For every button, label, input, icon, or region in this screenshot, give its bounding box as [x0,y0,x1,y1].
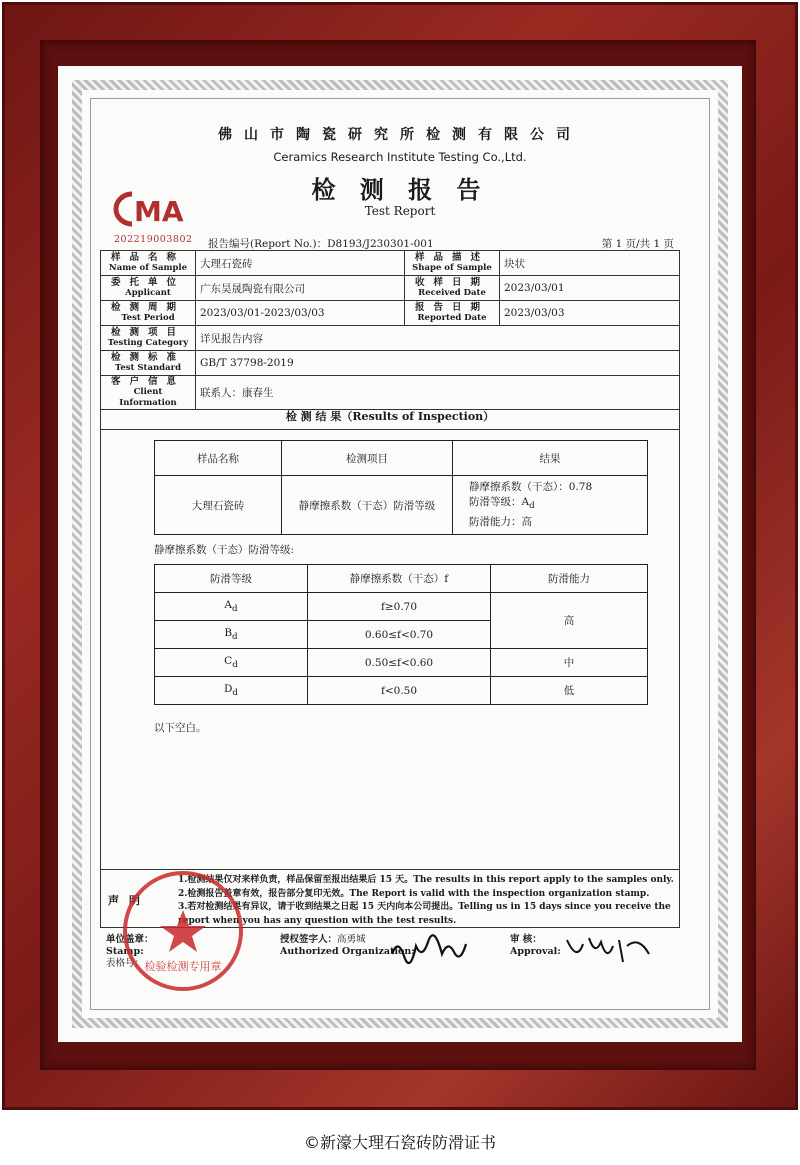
grade-d: $D_d$ [155,677,308,705]
grade-c: $C_d$ [155,649,308,677]
sample-info-table [100,250,680,410]
applicant-label: 委托单位 Applicant [101,276,196,301]
results-col-result: 结果 [453,441,648,476]
results-result-value: 静摩擦系数（干态）：0.78 防滑等级：$A_d$ 防滑能力：高 [453,476,648,535]
table-row [155,593,648,621]
table-row [155,441,648,476]
declaration-label: 声明 [108,894,150,907]
results-col-item: 检测项目 [282,441,453,476]
certificate-paper [58,66,742,1042]
ma-certificate-code: 202219003802 [114,234,193,245]
reported-label: 报告日期 Reported Date [405,301,500,326]
results-table [154,440,648,535]
cma-logo [110,190,194,228]
client-value: 联系人：康春生 [196,376,680,410]
results-item-value: 静摩擦系数（干态）防滑等级 [282,476,453,535]
ability-mid: 中 [491,649,648,677]
ma-mark-text: MA [134,195,184,228]
table-row [155,565,648,593]
declaration-text: 1.检测结果仅对来样负责，样品保留至报出结果后 15 天。The results in this report apply to the samples only. 2.检测报告盖章有效，报告部分复印无效。The Report is valid with the inspection organization stamp. 3.若对检测结果有异议，请于收到结果之日起 15 天内向本公司提出。Telling us in 15 days since you receive the report when you has any question with the test results. [178,875,674,926]
applicant-value: 广东昊晟陶瓷有限公司 [196,276,405,301]
report-number: 报告编号(Report No.)：D8193/J230301-001 [208,238,434,250]
sample-name-value: 大理石瓷砖 [196,251,405,276]
category-label: 检测项目 Testing Category [101,326,196,351]
grade-d-range: f<0.50 [308,677,491,705]
grade-col-grade: 防滑等级 [155,565,308,593]
results-col-sample: 样品名称 [155,441,282,476]
grade-b: $B_d$ [155,621,308,649]
shape-value: 块状 [500,251,680,276]
results-sample-value: 大理石瓷砖 [155,476,282,535]
standard-value: GB/T 37798-2019 [196,351,680,376]
authorized-signatory: 授权签字人：高勇城 Authorized Organization: [280,934,415,957]
period-value: 2023/03/01-2023/03/03 [196,301,405,326]
page-number: 第 1 页/共 1 页 [601,238,674,250]
grade-table [154,564,648,705]
image-caption: ©新濠大理石瓷砖防滑证书 [303,1133,496,1152]
table-row [101,326,680,351]
stamp-text: 检验检测专用章 [144,960,222,973]
results-heading: 检 测 结 果（Results of Inspection） [100,406,680,430]
grade-col-ability: 防滑能力 [491,565,648,593]
received-value: 2023/03/01 [500,276,680,301]
table-row [101,301,680,326]
grade-table-caption: 静摩擦系数（干态）防滑等级: [154,544,295,556]
report-title-cn: 检 测 报 告 [311,175,489,204]
grade-a: $A_d$ [155,593,308,621]
standard-label: 检测标准 Test Standard [101,351,196,376]
signature-approval [563,932,653,966]
stamp-field: 单位盖章： Stamp: 表格号： [106,934,154,969]
table-row [101,276,680,301]
table-row [101,376,680,410]
grade-b-range: 0.60≤f<0.70 [308,621,491,649]
official-stamp [118,866,248,996]
period-label: 检测周期 Test Period [101,301,196,326]
institute-name-cn: 佛山市陶瓷研究所检测有限公司 [218,127,582,143]
received-label: 收样日期 Received Date [405,276,500,301]
report-title-en: Test Report [364,204,436,218]
table-row [101,251,680,276]
approval-field: 审 核： Approval: [510,934,561,957]
reported-value: 2023/03/03 [500,301,680,326]
table-row [155,476,648,535]
institute-name-en: Ceramics Research Institute Testing Co.,Ltd. [273,150,527,164]
category-value: 详见报告内容 [196,326,680,351]
sample-name-label: 样品名称 Name of Sample [101,251,196,276]
table-row [101,351,680,376]
grade-c-range: 0.50≤f<0.60 [308,649,491,677]
client-label: 客户信息 Client Information [101,376,196,410]
ability-low: 低 [491,677,648,705]
ability-high: 高 [491,593,648,649]
table-row [155,677,648,705]
blank-below-note: 以下空白。 [154,722,207,734]
signature-authorized [388,934,468,964]
grade-col-range: 静摩擦系数（干态）f [308,565,491,593]
table-row [155,649,648,677]
grade-a-range: f≥0.70 [308,593,491,621]
shape-label: 样品描述 Shape of Sample [405,251,500,276]
